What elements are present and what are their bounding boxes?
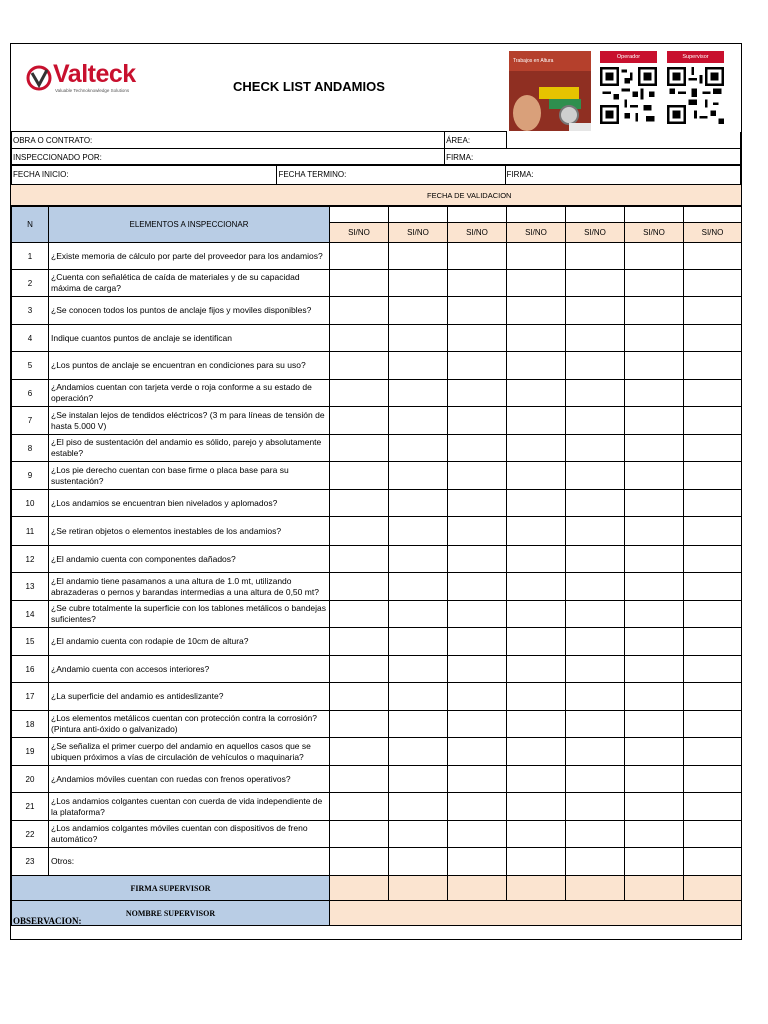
item-text: ¿Los andamios colgantes cuentan con cuerda de vida independiente de la plataforma? (49, 793, 330, 821)
item-text: ¿Los andamios se encuentran bien nivelados y aplomados? (49, 490, 330, 517)
sino-checkbox[interactable] (566, 435, 625, 462)
item-number: 13 (12, 573, 49, 601)
sino-checkbox[interactable] (507, 462, 566, 490)
sino-checkbox[interactable] (448, 325, 507, 352)
sino-checkbox[interactable] (330, 490, 389, 517)
sino-checkbox[interactable] (389, 848, 448, 876)
item-text: ¿Andamios cuentan con tarjeta verde o roja conforme a su estado de operación? (49, 380, 330, 407)
sino-checkbox[interactable] (684, 270, 742, 297)
sino-checkbox[interactable] (684, 656, 742, 683)
fecha-termino-field[interactable]: FECHA TERMINO: (277, 165, 505, 185)
item-text: ¿Los puntos de anclaje se encuentran en condiciones para su uso? (49, 352, 330, 380)
logo-tagline: Valuable Technoknowledge Solutions (55, 88, 130, 93)
item-text: Indique cuantos puntos de anclaje se identifican (49, 325, 330, 352)
sino-checkbox[interactable] (625, 573, 684, 601)
sino-header: SI/NO (566, 223, 625, 243)
sino-checkbox[interactable] (507, 435, 566, 462)
validation-date-cell[interactable] (684, 207, 742, 223)
sino-checkbox[interactable] (684, 380, 742, 407)
sino-checkbox[interactable] (684, 297, 742, 325)
qr-card-supervisor (667, 51, 724, 131)
sino-checkbox[interactable] (330, 656, 389, 683)
sino-checkbox[interactable] (507, 270, 566, 297)
sino-checkbox[interactable] (684, 517, 742, 546)
sino-checkbox[interactable] (448, 380, 507, 407)
table-row (12, 517, 742, 546)
sino-checkbox[interactable] (625, 352, 684, 380)
sino-checkbox[interactable] (625, 546, 684, 573)
document-header (11, 44, 741, 131)
sino-checkbox[interactable] (566, 683, 625, 711)
sino-checkbox[interactable] (389, 601, 448, 628)
validation-date-cell[interactable] (330, 207, 389, 223)
firma2-field[interactable]: FIRMA: (505, 165, 740, 185)
item-number: 5 (12, 352, 49, 380)
nombre-supervisor-label: NOMBRE SUPERVISOR (12, 901, 330, 926)
sino-checkbox[interactable] (684, 821, 742, 848)
sino-checkbox[interactable] (625, 766, 684, 793)
item-number: 17 (12, 683, 49, 711)
worker-photo (509, 51, 591, 131)
sino-checkbox[interactable] (507, 517, 566, 546)
sino-checkbox[interactable] (330, 352, 389, 380)
sino-checkbox[interactable] (625, 490, 684, 517)
item-number: 20 (12, 766, 49, 793)
sino-checkbox[interactable] (389, 656, 448, 683)
table-row (12, 490, 742, 517)
item-number: 19 (12, 738, 49, 766)
sino-header: SI/NO (684, 223, 742, 243)
table-row (12, 407, 742, 435)
sino-checkbox[interactable] (507, 546, 566, 573)
sino-checkbox[interactable] (330, 243, 389, 270)
sino-checkbox[interactable] (625, 656, 684, 683)
sino-checkbox[interactable] (330, 628, 389, 656)
sino-checkbox[interactable] (389, 243, 448, 270)
item-number: 9 (12, 462, 49, 490)
obra-field[interactable]: OBRA O CONTRATO: (12, 132, 445, 149)
sino-checkbox[interactable] (389, 380, 448, 407)
table-row (12, 462, 742, 490)
sino-checkbox[interactable] (507, 683, 566, 711)
sino-checkbox[interactable] (625, 435, 684, 462)
sino-checkbox[interactable] (566, 793, 625, 821)
qr-label: Operador (600, 51, 657, 63)
sino-checkbox[interactable] (684, 435, 742, 462)
sino-checkbox[interactable] (507, 821, 566, 848)
sino-checkbox[interactable] (625, 601, 684, 628)
table-row (12, 656, 742, 683)
sino-header: SI/NO (625, 223, 684, 243)
item-text: ¿La superficie del andamio es antideslizante? (49, 683, 330, 711)
item-text: ¿Andamios móviles cuentan con ruedas con frenos operativos? (49, 766, 330, 793)
sino-checkbox[interactable] (625, 683, 684, 711)
sino-checkbox[interactable] (625, 711, 684, 738)
sino-checkbox[interactable] (625, 821, 684, 848)
sino-checkbox[interactable] (389, 325, 448, 352)
sino-checkbox[interactable] (448, 766, 507, 793)
sino-checkbox[interactable] (566, 243, 625, 270)
sino-checkbox[interactable] (507, 490, 566, 517)
sino-checkbox[interactable] (448, 407, 507, 435)
sino-checkbox[interactable] (330, 270, 389, 297)
item-text: ¿Andamio cuenta con accesos interiores? (49, 656, 330, 683)
table-row (12, 270, 742, 297)
sino-header: SI/NO (507, 223, 566, 243)
table-row (12, 352, 742, 380)
sino-checkbox[interactable] (448, 848, 507, 876)
sino-checkbox[interactable] (448, 546, 507, 573)
sino-checkbox[interactable] (448, 243, 507, 270)
sino-checkbox[interactable] (448, 270, 507, 297)
table-row (12, 435, 742, 462)
sino-checkbox[interactable] (389, 490, 448, 517)
validation-label: FECHA DE VALIDACION (427, 191, 512, 200)
item-text: ¿Los andamios colgantes móviles cuentan con dispositivos de freno automático? (49, 821, 330, 848)
item-number: 7 (12, 407, 49, 435)
validation-date-cell[interactable] (389, 207, 448, 223)
sino-checkbox[interactable] (684, 766, 742, 793)
sino-checkbox[interactable] (684, 683, 742, 711)
table-row (12, 573, 742, 601)
sino-checkbox[interactable] (330, 462, 389, 490)
item-number: 12 (12, 546, 49, 573)
item-number: 10 (12, 490, 49, 517)
sino-checkbox[interactable] (507, 848, 566, 876)
sino-checkbox[interactable] (684, 407, 742, 435)
sino-checkbox[interactable] (625, 325, 684, 352)
item-text: ¿Existe memoria de cálculo por parte del proveedor para los andamios? (49, 243, 330, 270)
sino-checkbox[interactable] (566, 380, 625, 407)
sino-checkbox[interactable] (507, 601, 566, 628)
sino-checkbox[interactable] (330, 821, 389, 848)
sino-checkbox[interactable] (625, 297, 684, 325)
sino-checkbox[interactable] (684, 352, 742, 380)
item-number: 2 (12, 270, 49, 297)
sino-checkbox[interactable] (507, 297, 566, 325)
sino-checkbox[interactable] (330, 297, 389, 325)
sino-checkbox[interactable] (389, 462, 448, 490)
item-number: 22 (12, 821, 49, 848)
table-row (12, 821, 742, 848)
item-number: 15 (12, 628, 49, 656)
sino-checkbox[interactable] (448, 490, 507, 517)
firma-supervisor-row (12, 876, 742, 901)
item-number: 16 (12, 656, 49, 683)
item-number: 11 (12, 517, 49, 546)
sino-checkbox[interactable] (625, 793, 684, 821)
sino-checkbox[interactable] (566, 462, 625, 490)
sino-checkbox[interactable] (625, 517, 684, 546)
photo-caption: Trabajos en Altura (513, 58, 554, 64)
firma-field[interactable]: FIRMA: (445, 149, 741, 166)
sino-checkbox[interactable] (330, 793, 389, 821)
sino-checkbox[interactable] (566, 325, 625, 352)
validation-date-cell[interactable] (625, 207, 684, 223)
sino-checkbox[interactable] (625, 462, 684, 490)
sino-checkbox[interactable] (330, 546, 389, 573)
sino-checkbox[interactable] (330, 848, 389, 876)
qr-code-icon (667, 67, 724, 124)
sino-checkbox[interactable] (389, 793, 448, 821)
item-number: 18 (12, 711, 49, 738)
sino-checkbox[interactable] (684, 848, 742, 876)
sino-checkbox[interactable] (389, 435, 448, 462)
sino-checkbox[interactable] (566, 270, 625, 297)
sino-checkbox[interactable] (448, 821, 507, 848)
sino-header: SI/NO (448, 223, 507, 243)
firma-supervisor-cell[interactable] (566, 876, 625, 901)
sino-checkbox[interactable] (507, 407, 566, 435)
dates-table (11, 164, 741, 185)
item-number: 6 (12, 380, 49, 407)
sino-header: SI/NO (330, 223, 389, 243)
sino-checkbox[interactable] (330, 517, 389, 546)
item-number: 8 (12, 435, 49, 462)
item-number: 23 (12, 848, 49, 876)
table-row (12, 297, 742, 325)
firma-supervisor-cell[interactable] (389, 876, 448, 901)
sino-checkbox[interactable] (566, 656, 625, 683)
item-text: ¿Se retiran objetos o elementos inestables de los andamios? (49, 517, 330, 546)
elements-header: ELEMENTOS A INSPECCIONAR (49, 207, 330, 243)
validation-date-cell[interactable] (566, 207, 625, 223)
sino-checkbox[interactable] (566, 517, 625, 546)
sino-checkbox[interactable] (389, 573, 448, 601)
table-row (12, 711, 742, 738)
item-text: ¿Los elementos metálicos cuentan con protección contra la corrosión? (Pintura anti-óxido o galvanizado) (49, 711, 330, 738)
sino-checkbox[interactable] (389, 683, 448, 711)
sino-checkbox[interactable] (448, 573, 507, 601)
sino-checkbox[interactable] (566, 573, 625, 601)
sino-checkbox[interactable] (448, 462, 507, 490)
table-row (12, 628, 742, 656)
sino-checkbox[interactable] (389, 628, 448, 656)
qr-card-operador (600, 51, 657, 131)
item-text: ¿Se conocen todos los puntos de anclaje fijos y moviles disponibles? (49, 297, 330, 325)
sino-checkbox[interactable] (330, 407, 389, 435)
sino-checkbox[interactable] (625, 848, 684, 876)
area-extra (506, 132, 740, 149)
sino-checkbox[interactable] (566, 297, 625, 325)
page-title: CHECK LIST ANDAMIOS (233, 79, 385, 94)
sino-checkbox[interactable] (389, 766, 448, 793)
sino-checkbox[interactable] (330, 601, 389, 628)
validation-date-cell[interactable] (507, 207, 566, 223)
nombre-supervisor-row (12, 901, 742, 926)
sino-checkbox[interactable] (566, 738, 625, 766)
sino-checkbox[interactable] (448, 628, 507, 656)
nombre-supervisor-cell[interactable] (330, 901, 742, 926)
table-row (12, 325, 742, 352)
item-number: 3 (12, 297, 49, 325)
table-row (12, 848, 742, 876)
sino-checkbox[interactable] (448, 656, 507, 683)
sino-checkbox[interactable] (566, 490, 625, 517)
sino-checkbox[interactable] (330, 573, 389, 601)
sino-checkbox[interactable] (684, 325, 742, 352)
item-number: 21 (12, 793, 49, 821)
sino-checkbox[interactable] (448, 683, 507, 711)
firma-supervisor-cell[interactable] (507, 876, 566, 901)
sino-checkbox[interactable] (389, 352, 448, 380)
firma-supervisor-cell[interactable] (625, 876, 684, 901)
sino-checkbox[interactable] (566, 352, 625, 380)
item-text: ¿Se instalan lejos de tendidos eléctricos? (3 m para líneas de tensión de hasta 5.000 V) (49, 407, 330, 435)
item-text: ¿Se señaliza el primer cuerpo del andamio en aquellos casos que se ubiquen próximos a vías de circulación de vehículos o maquinaria? (49, 738, 330, 766)
logo-mark-icon (25, 64, 53, 92)
sino-checkbox[interactable] (330, 325, 389, 352)
observacion-label: OBSERVACION: (13, 916, 82, 926)
sino-checkbox[interactable] (507, 380, 566, 407)
sino-checkbox[interactable] (448, 711, 507, 738)
inspeccionado-field[interactable]: INSPECCIONADO POR: (12, 149, 445, 166)
sino-checkbox[interactable] (684, 462, 742, 490)
sino-checkbox[interactable] (625, 270, 684, 297)
validation-date-cell[interactable] (448, 207, 507, 223)
fecha-inicio-field[interactable]: FECHA INICIO: (12, 165, 277, 185)
table-row (12, 766, 742, 793)
sino-checkbox[interactable] (330, 711, 389, 738)
sino-checkbox[interactable] (448, 517, 507, 546)
sino-checkbox[interactable] (448, 601, 507, 628)
info-table (11, 131, 741, 166)
table-row (12, 683, 742, 711)
table-row (12, 243, 742, 270)
sino-checkbox[interactable] (448, 793, 507, 821)
sino-checkbox[interactable] (566, 407, 625, 435)
sino-checkbox[interactable] (684, 546, 742, 573)
sino-checkbox[interactable] (684, 711, 742, 738)
item-number: 4 (12, 325, 49, 352)
item-text: ¿Se cubre totalmente la superficie con los tablones metálicos o bandejas suficientes? (49, 601, 330, 628)
sino-checkbox[interactable] (389, 738, 448, 766)
item-number: 14 (12, 601, 49, 628)
firma-supervisor-cell[interactable] (684, 876, 742, 901)
sino-checkbox[interactable] (448, 297, 507, 325)
sino-checkbox[interactable] (507, 793, 566, 821)
sino-checkbox[interactable] (625, 243, 684, 270)
sino-checkbox[interactable] (448, 352, 507, 380)
sino-checkbox[interactable] (389, 711, 448, 738)
sino-checkbox[interactable] (684, 628, 742, 656)
sino-checkbox[interactable] (507, 628, 566, 656)
sino-checkbox[interactable] (330, 435, 389, 462)
sino-checkbox[interactable] (507, 711, 566, 738)
sino-checkbox[interactable] (566, 766, 625, 793)
sino-checkbox[interactable] (330, 380, 389, 407)
sino-checkbox[interactable] (684, 243, 742, 270)
firma-supervisor-cell[interactable] (330, 876, 389, 901)
area-field[interactable]: ÁREA: (445, 132, 507, 149)
qr-code-icon (600, 67, 657, 124)
sino-checkbox[interactable] (507, 656, 566, 683)
sino-checkbox[interactable] (507, 573, 566, 601)
qr-label: Supervisor (667, 51, 724, 63)
item-text: ¿El andamio cuenta con rodapie de 10cm de altura? (49, 628, 330, 656)
table-row (12, 601, 742, 628)
sino-checkbox[interactable] (389, 297, 448, 325)
sino-checkbox[interactable] (566, 601, 625, 628)
sino-checkbox[interactable] (448, 435, 507, 462)
validation-bar (11, 184, 741, 206)
sino-checkbox[interactable] (566, 821, 625, 848)
item-number: 1 (12, 243, 49, 270)
sino-checkbox[interactable] (566, 848, 625, 876)
sino-checkbox[interactable] (389, 517, 448, 546)
sino-checkbox[interactable] (625, 628, 684, 656)
sino-checkbox[interactable] (625, 407, 684, 435)
checklist-sheet (10, 43, 742, 940)
sino-checkbox[interactable] (566, 711, 625, 738)
sino-checkbox[interactable] (507, 766, 566, 793)
table-row (12, 380, 742, 407)
firma-supervisor-cell[interactable] (448, 876, 507, 901)
table-row (12, 738, 742, 766)
item-text: ¿El andamio cuenta con componentes dañados? (49, 546, 330, 573)
sino-checkbox[interactable] (684, 490, 742, 517)
sino-checkbox[interactable] (684, 601, 742, 628)
sino-checkbox[interactable] (507, 352, 566, 380)
sino-checkbox[interactable] (566, 628, 625, 656)
logo-text: Valteck (53, 60, 136, 88)
item-text: Otros: (49, 848, 330, 876)
sino-checkbox[interactable] (330, 738, 389, 766)
item-text: ¿El andamio tiene pasamanos a una altura de 1.0 mt, utilizando abrazaderas o pernos y barandas intermedias a una altura de 0,50 mt? (49, 573, 330, 601)
sino-header: SI/NO (389, 223, 448, 243)
item-text: ¿El piso de sustentación del andamio es sólido, parejo y absolutamente estable? (49, 435, 330, 462)
sino-checkbox[interactable] (507, 738, 566, 766)
sino-checkbox[interactable] (684, 793, 742, 821)
sino-checkbox[interactable] (625, 738, 684, 766)
sino-checkbox[interactable] (389, 407, 448, 435)
sino-checkbox[interactable] (389, 270, 448, 297)
sino-checkbox[interactable] (684, 573, 742, 601)
item-text: ¿Cuenta con señalética de caída de materiales y de su capacidad máxima de carga? (49, 270, 330, 297)
sino-checkbox[interactable] (684, 738, 742, 766)
checklist-table (11, 206, 742, 926)
sino-checkbox[interactable] (507, 325, 566, 352)
sino-checkbox[interactable] (507, 243, 566, 270)
item-text: ¿Los pie derecho cuentan con base firme o placa base para su sustentación? (49, 462, 330, 490)
sino-checkbox[interactable] (389, 821, 448, 848)
firma-supervisor-label: FIRMA SUPERVISOR (12, 876, 330, 901)
table-row (12, 793, 742, 821)
sino-checkbox[interactable] (448, 738, 507, 766)
sino-checkbox[interactable] (389, 546, 448, 573)
sino-checkbox[interactable] (330, 683, 389, 711)
n-header: N (12, 207, 49, 243)
table-row (12, 546, 742, 573)
sino-checkbox[interactable] (330, 766, 389, 793)
sino-checkbox[interactable] (566, 546, 625, 573)
sino-checkbox[interactable] (625, 380, 684, 407)
